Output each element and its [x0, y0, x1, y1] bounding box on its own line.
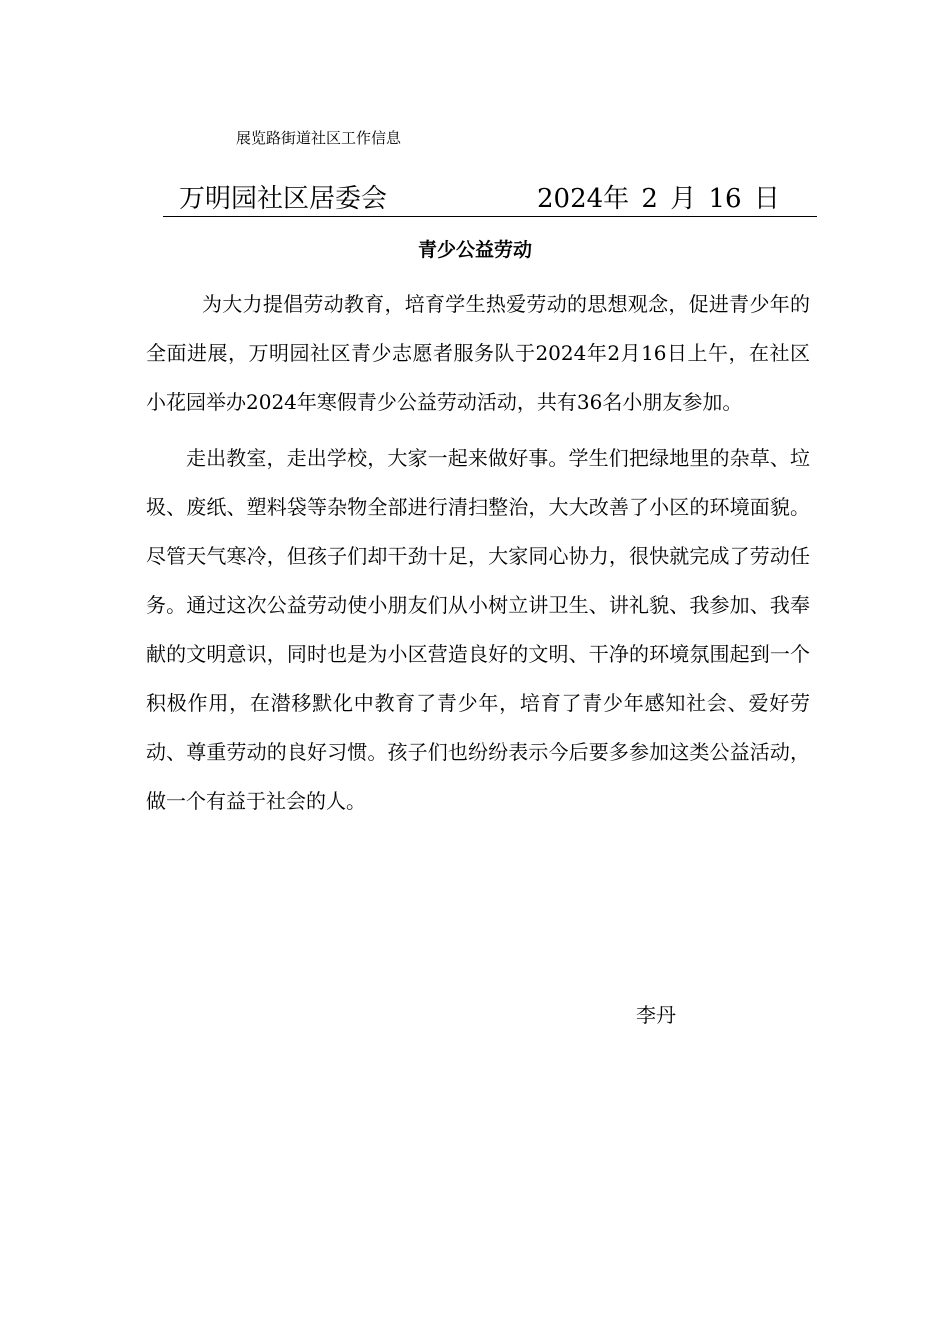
article-body — [146, 280, 810, 826]
article-title: 青少公益劳动 — [417, 239, 532, 261]
paragraph: 为大力提倡劳动教育，培育学生热爱劳动的思想观念，促进青少年的全面进展，万明园社区青少志愿者服务队于2024年2月16日上午，在社区小花园举办2024年寒假青少公益劳动活动，共有36名小朋友参加。 — [146, 292, 810, 414]
issue-date: 2024年 2 月 16 日 — [537, 184, 780, 214]
masthead — [163, 184, 817, 217]
paragraph: 走出教室，走出学校，大家一起来做好事。学生们把绿地里的杂草、垃圾、废纸、塑料袋等杂物全部进行清扫整治，大大改善了小区的环境面貌。尽管天气寒冷，但孩子们却干劲十足，大家同心协力，很快就完成了劳动任务。通过这次公益劳动使小朋友们从小树立讲卫生、讲礼貌、我参加、我奉献的文明意识，同时也是为小区营造良好的文明、干净的环境氛围起到一个积极作用，在潜移默化中教育了青少年，培育了青少年感知社会、爱好劳动、尊重劳动的良好习惯。孩子们也纷纷表示今后要多参加这类公益活动，做一个有益于社会的人。 — [146, 446, 810, 813]
organization-name: 万明园社区居委会 — [179, 184, 388, 214]
header-note: 展览路街道社区工作信息 — [236, 129, 402, 147]
author-signature: 李丹 — [636, 1003, 676, 1027]
